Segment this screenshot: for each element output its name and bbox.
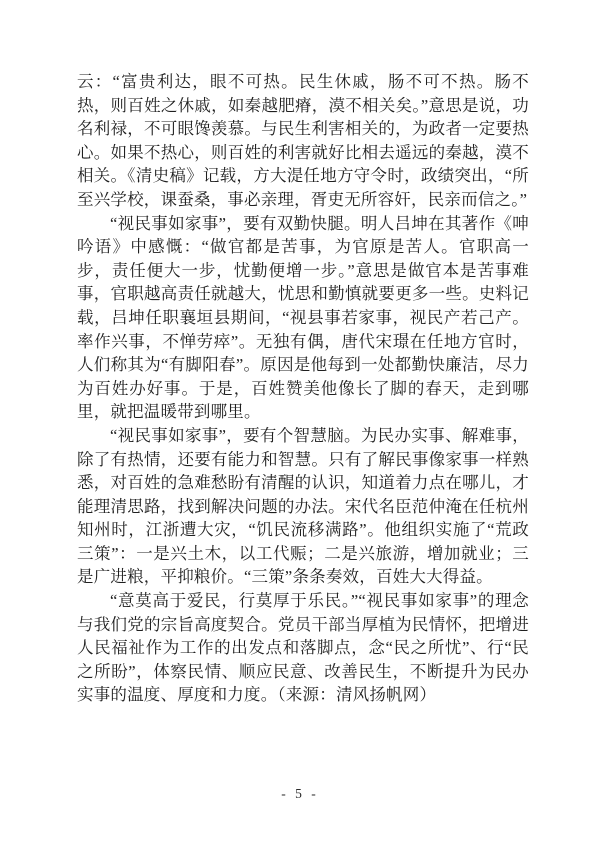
paragraph-2: “视民事如家事”，要有双勤快腿。明人吕坤在其著作《呻吟语》中感慨：“做官都是苦事，为官原是苦人。官职高一步，责任便大一步，忧勤便增一步。”意思是做官本是苦事难事，官职越高责任就越大，忧思和勤慎就要更多一些。史料记载，吕坤任职襄垣县期间，“视县事若家事，视民产若己产。率作兴事，不惮劳瘁”。无独有偶，唐代宋璟在任地方官时，人们称其为“有脚阳春”。原因是他每到一处都勤快廉洁，尽力为百姓办好事。于是，百姓赞美他像长了脚的春天，走到哪里，就把温暖带到哪里。 xyxy=(77,213,529,422)
paragraph-4: “意莫高于爱民，行莫厚于乐民。”“视民事如家事”的理念与我们党的宗旨高度契合。党员干部当厚植为民情怀，把增进人民福祉作为工作的出发点和落脚点，念“民之所忧”、行“民之所盼”，体察民情、顺应民意、改善民生，不断提升为民办实事的温度、厚度和力度。（来源：清风扬帆网） xyxy=(77,591,529,705)
document-body xyxy=(77,70,529,707)
paragraph-3: “视民事如家事”，要有个智慧脑。为民办实事、解难事，除了有热情，还要有能力和智慧。只有了解民事像家事一样熟悉，对百姓的急难愁盼有清醒的认识，知道着力点在哪儿，才能理清思路，找到解决问题的办法。宋代名臣范仲淹在任杭州知州时，江浙遭大灾，“饥民流移满路”。他组织实施了“荒政三策”：一是兴土木，以工代赈；二是兴旅游，增加就业；三是广进粮，平抑粮价。“三策”条条奏效，百姓大大得益。 xyxy=(77,425,529,587)
page-number: - 5 - xyxy=(281,786,319,801)
paragraph-1: 云：“富贵利达，眼不可热。民生休戚，肠不可不热。肠不热，则百姓之休戚，如秦越肥瘠，漠不相关矣。”意思是说，功名利禄，不可眼馋羡慕。与民生利害相关的，为政者一定要热心。如果不热心，则百姓的利害就好比相去遥远的秦越，漠不相关。《清史稿》记载，方大湜任地方守令时，政绩突出，“所至兴学校，课蚕桑，事必亲理，胥吏无所容奸，民亲而信之。” xyxy=(77,72,529,209)
